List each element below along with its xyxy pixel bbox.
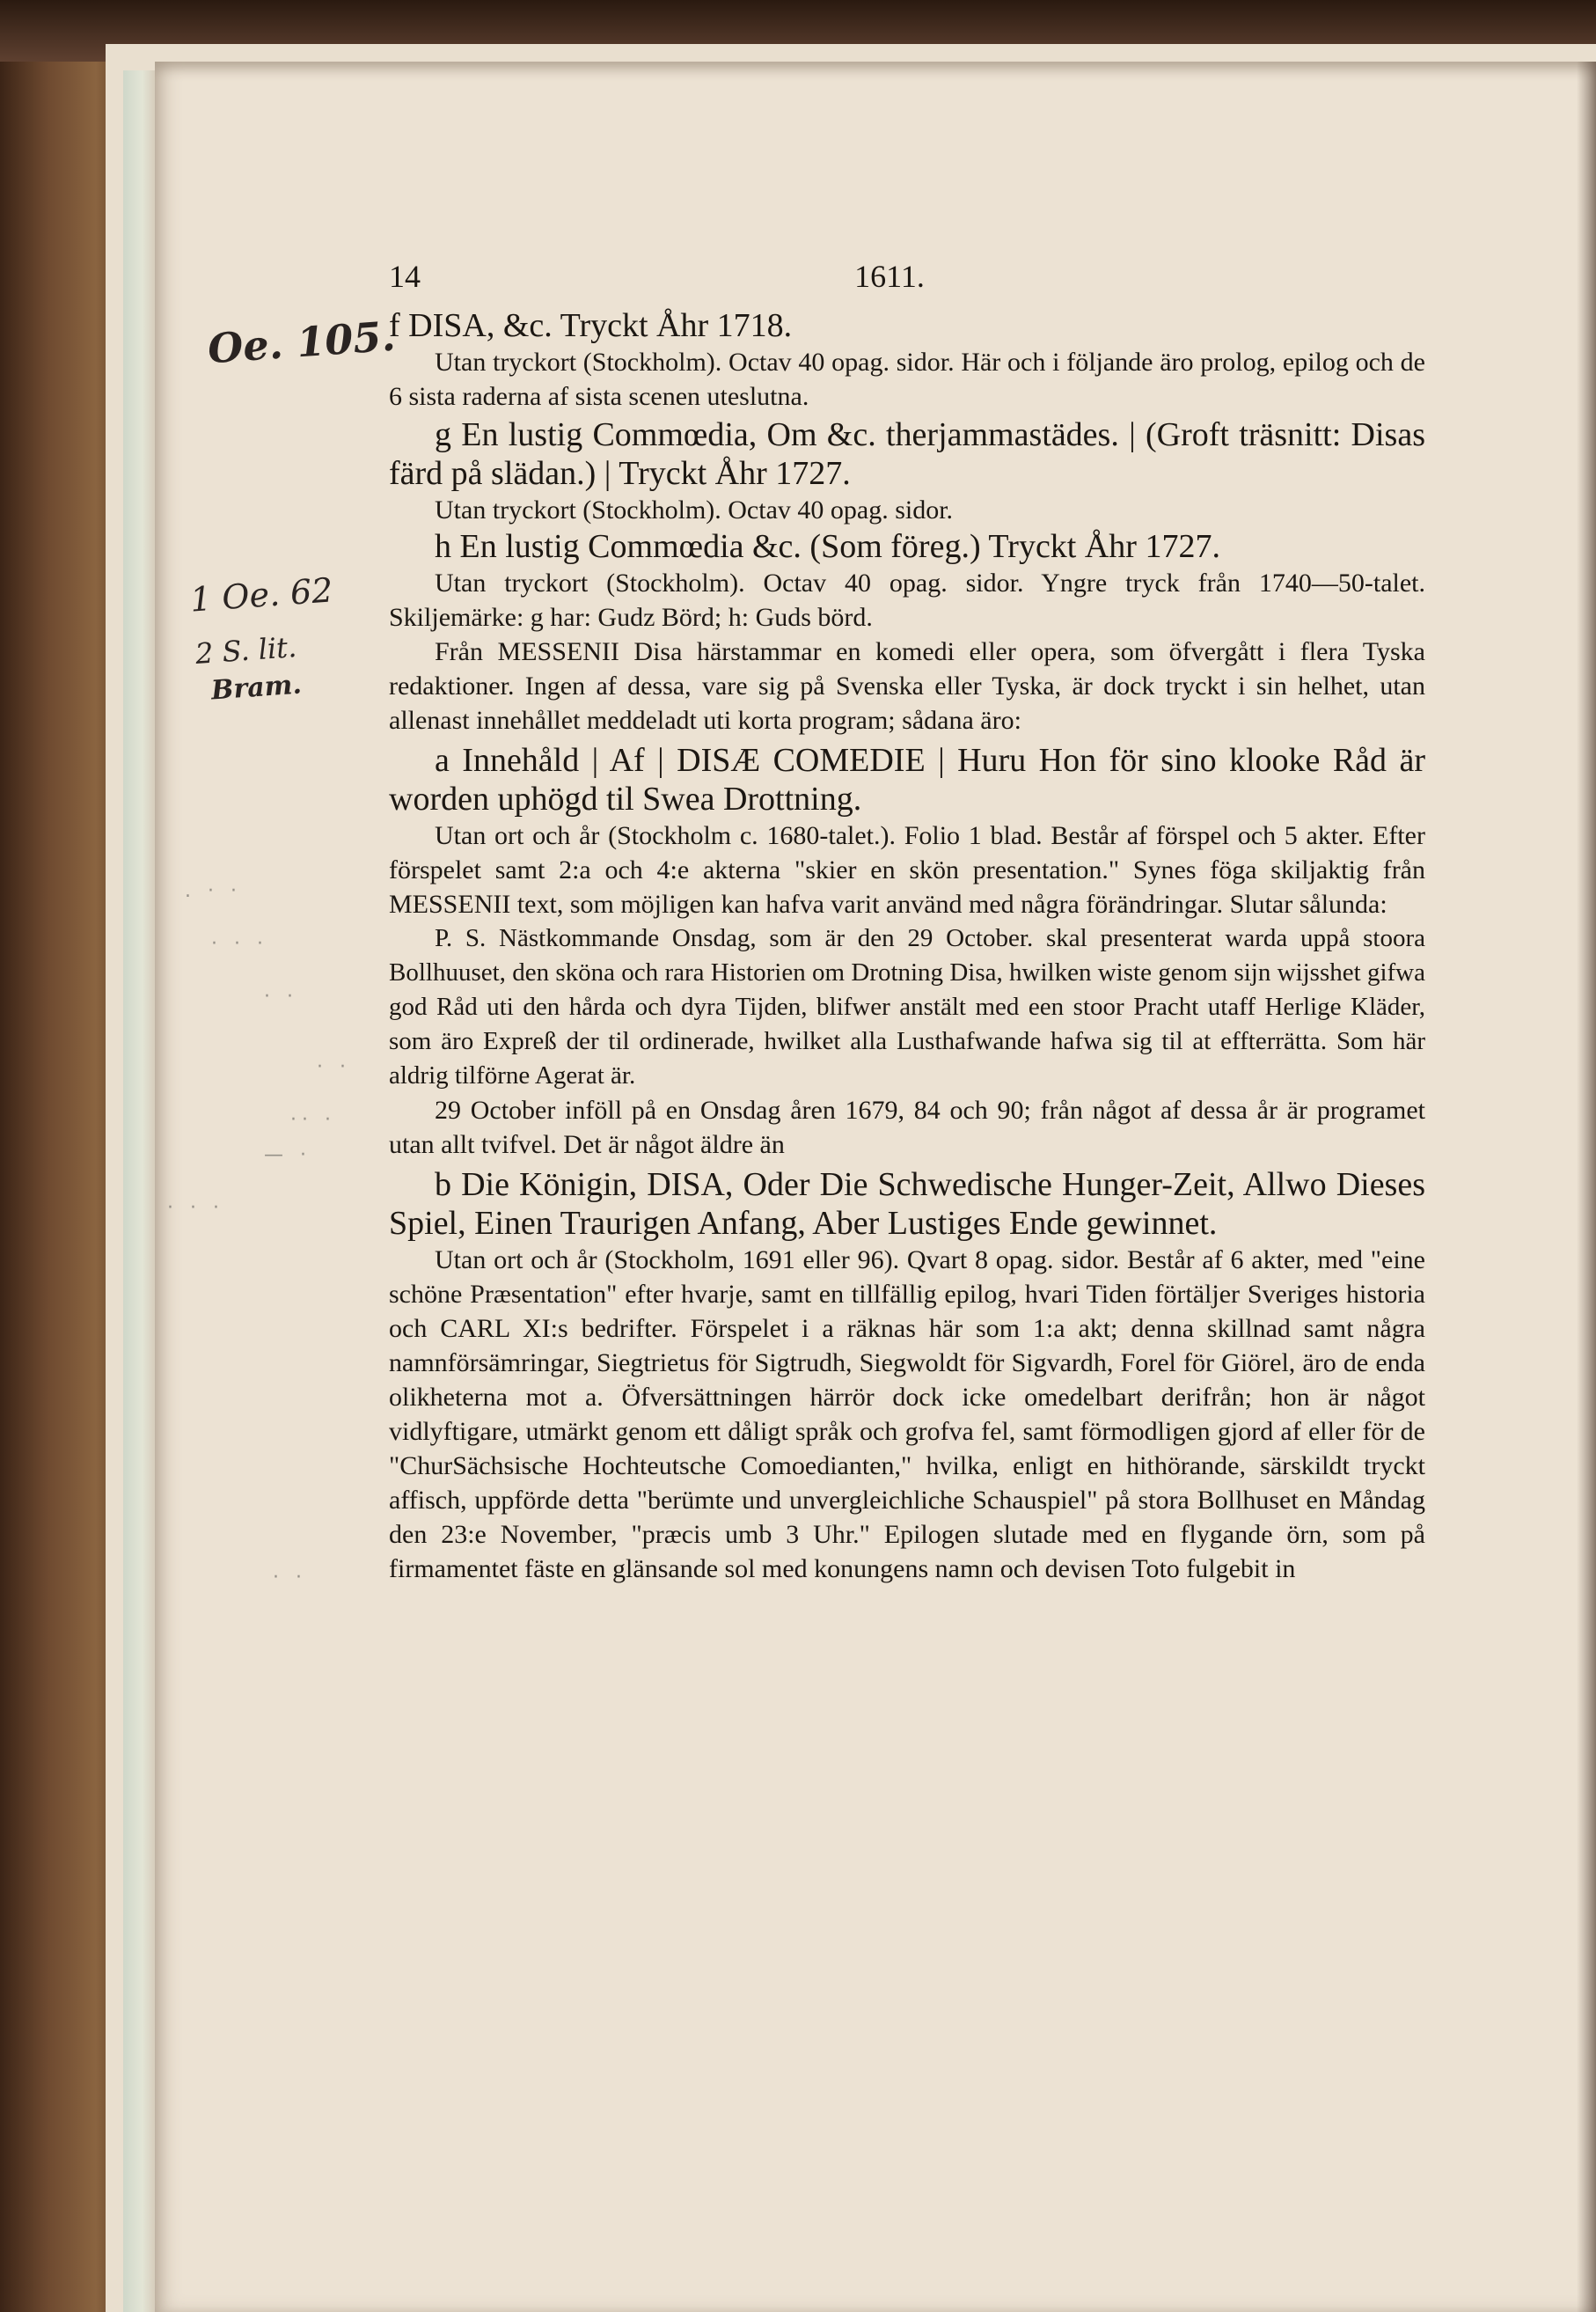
- margin-note-4: Bram.: [209, 669, 303, 707]
- page-number: 14: [389, 259, 421, 294]
- entry-f-heading: f DISA, &c. Tryckt Åhr 1718.: [389, 307, 793, 344]
- entry-g-text: Utan tryckort (Stockholm). Octav 40 opag. sidor.: [435, 495, 954, 525]
- margin-note-3: 2 S. lit.: [194, 630, 298, 671]
- spine-strip: [123, 70, 155, 2312]
- pencil-mark: ·· ·: [290, 1109, 336, 1131]
- entry-h-heading: h En lustig Commœdia &c. (Som föreg.) Tryckt Åhr 1727.: [435, 528, 1220, 565]
- pencil-mark: · · ·: [167, 1197, 224, 1219]
- pencil-mark: — ·: [264, 1144, 311, 1166]
- entry-b-heading: b Die Königin, DISA, Oder Die Schwedische Hunger-Zeit, Allwo Dieses Spiel, Einen Traurigen Anfang, Aber Lustiges Ende gewinnet.: [389, 1166, 1425, 1242]
- entry-a-text: Utan ort och år (Stockholm c. 1680-talet.). Folio 1 blad. Består af förspel och 5 akter. Efter förspelet samt 2:a och 4:e akterna "skier en skön presentation." Synes föga skiljaktig från MESSENII text, som möjligen kan hafva varit använd med några förändringar. Slutar sålunda:: [389, 821, 1425, 919]
- page-edge-shadow: [1577, 62, 1596, 2312]
- entry-f-text: Utan tryckort (Stockholm). Octav 40 opag. sidor. Här och i följande äro prolog, epilog och de 6 sista raderna af sista scenen uteslutna.: [389, 348, 1425, 411]
- page-text: [389, 252, 1425, 1586]
- entry-a-quote: P. S. Nästkommande Onsdag, som är den 29 October. skal presenterat warda uppå stoora Bollhuuset, den sköna och rara Historien om Drotning Disa, hwilken wiste genom sijn wijsshet gifwa god Råd uti den hårda och dyra Tijden, blifwer anstält med een stoor Pracht utaff Herlige Kläder, som äro Expreß der til ordinerade, hwilket alla Lusthafwande hafwa sig til at effterrätta. Som här aldrig tilförne Agerat är.: [389, 924, 1425, 1090]
- entry-b-text: Utan ort och år (Stockholm, 1691 eller 96). Qvart 8 opag. sidor. Består af 6 akter, med "eine schöne Præsentation" efter hvarje, samt en tillfällig epilog, hvari Tiden förtäljer Sveriges historia och CARL XI:s bedrifter. Förspelet i a räknas här som 1:a akt; denna skillnad samt några namnförsämringar, Siegtrietus för Sigtrudh, Siegwoldt för Sigvardh, Forel för Giörel, äro de enda olikheterna mot a. Öfversättningen härrör dock icke omedelbart derifrån; hon är något vidlyftigare, utmärkt genom ett dåligt språk och grofva fel, samt förmodligen gjord af eller för de "ChurSächsische Hochteutsche Comoedianten," hvilka, enligt en hithörande, särskildt tryckt affisch, uppförde detta "berümte und unvergleichliche Schauspiel" på stora Bollhuset en Måndag den 23:e November, "præcis umb 3 Uhr." Epilogen slutade med en flygande örn, som på firmamentet fäste en glänsande sol med konungens namn och devisen Toto fulgebit in: [389, 1245, 1425, 1583]
- pencil-mark: · ·: [264, 986, 298, 1008]
- margin-note-1: Oe. 105.: [206, 312, 398, 373]
- pencil-mark: · · ·: [211, 933, 268, 955]
- pencil-mark: . · ·: [185, 880, 242, 902]
- pencil-mark: · ·: [317, 1056, 351, 1078]
- entry-a-heading: a Innehåld | Af | DISÆ COMEDIE | Huru Hon för sino klooke Råd är worden uphögd til Swea Drottning.: [389, 742, 1425, 818]
- page-year: 1611.: [854, 259, 925, 294]
- page-header: [389, 252, 1425, 301]
- pencil-mark: · ·: [273, 1567, 307, 1589]
- entry-a-note: 29 October inföll på en Onsdag åren 1679, 84 och 90; från något af dessa år är programet utan allt tvifvel. Det är något äldre än: [389, 1096, 1425, 1159]
- margin-note-2: 1 Oe. 62: [188, 570, 334, 620]
- messenius-paragraph: Från MESSENII Disa härstammar en komedi eller opera, som öfvergått i flera Tyska redaktioner. Ingen af dessa, vare sig på Svenska eller Tyska, är dock tryckt i sin helhet, utan allenast innehållet meddeladt uti korta program; sådana äro:: [389, 637, 1425, 735]
- entry-g-heading: g En lustig Commœdia, Om &c. therjammastädes. | (Groft träsnitt: Disas färd på slädan.) | Tryckt Åhr 1727.: [389, 416, 1425, 492]
- entry-h-text: Utan tryckort (Stockholm). Octav 40 opag. sidor. Yngre tryck från 1740—50-talet. Skiljemärke: g har: Gudz Börd; h: Guds börd.: [389, 569, 1425, 632]
